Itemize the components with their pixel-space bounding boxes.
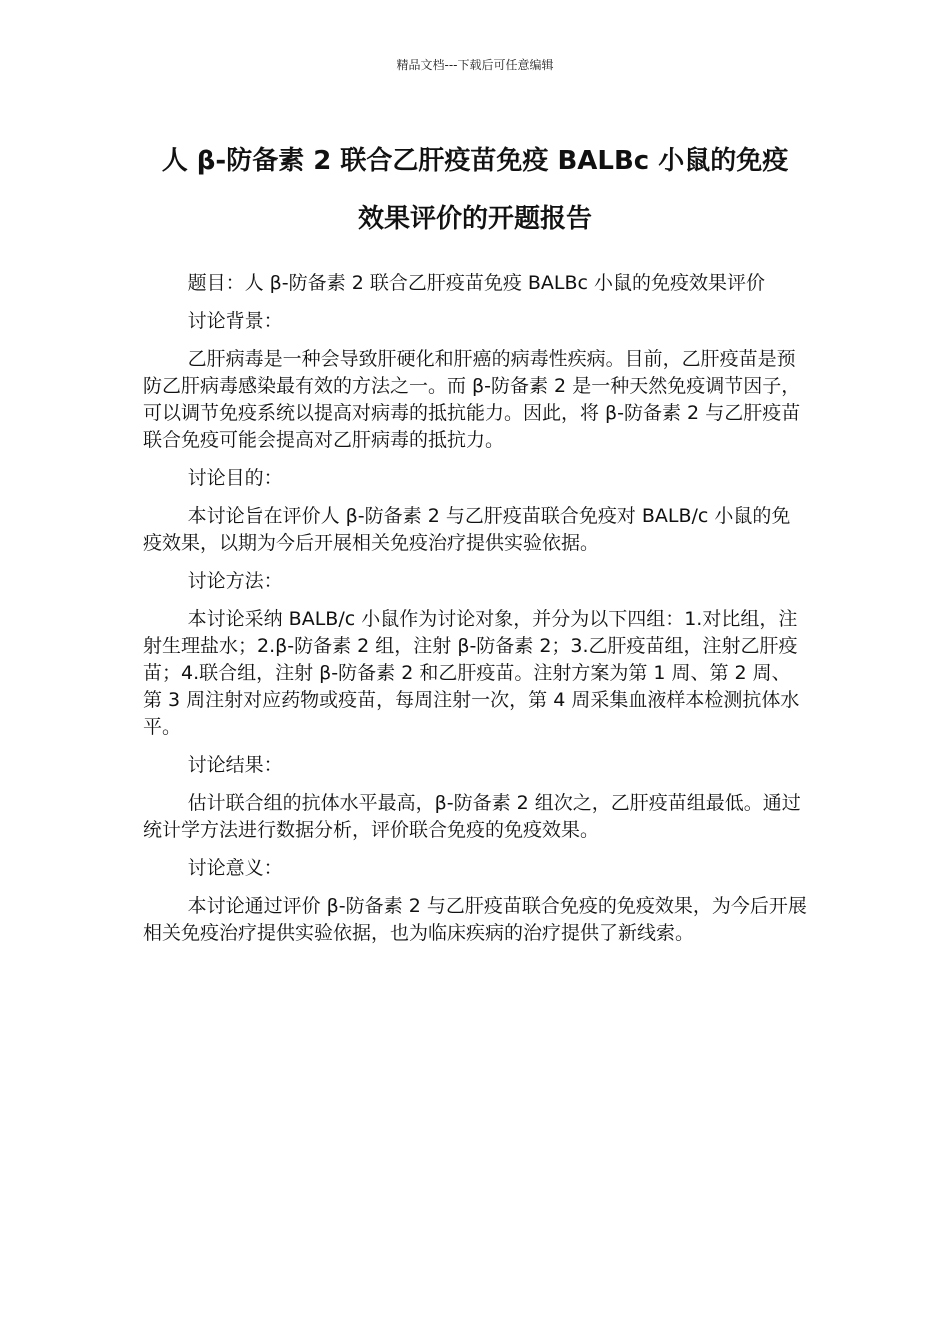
result-heading: 讨论结果： [187, 754, 283, 776]
significance-heading: 讨论意义： [187, 857, 283, 879]
page-header: 精品文档---下载后可任意编辑 [396, 58, 554, 72]
method-heading: 讨论方法： [187, 570, 283, 592]
document-body [143, 270, 807, 958]
background-heading: 讨论背景： [187, 310, 283, 332]
title-line-2: 效果评价的开题报告 [357, 204, 592, 234]
title-line-1: 人 β-防备素 2 联合乙肝疫苗免疫 BALBc 小鼠的免疫 [161, 146, 789, 176]
purpose-paragraph: 本讨论旨在评价人 β-防备素 2 与乙肝疫苗联合免疫对 BALB/c 小鼠的免疫效果，以期为今后开展相关免疫治疗提供实验依据。 [143, 505, 791, 554]
background-paragraph: 乙肝病毒是一种会导致肝硬化和肝癌的病毒性疾病。目前，乙肝疫苗是预防乙肝病毒感染最有效的方法之一。而 β-防备素 2 是一种天然免疫调节因子，可以调节免疫系统以提高对病毒的抵抗能力。因此，将 β-防备素 2 与乙肝疫苗联合免疫可能会提高对乙肝病毒的抵抗力。 [143, 348, 801, 451]
significance-paragraph: 本讨论通过评价 β-防备素 2 与乙肝疫苗联合免疫的免疫效果，为今后开展相关免疫治疗提供实验依据，也为临床疾病的治疗提供了新线索。 [143, 895, 807, 944]
result-paragraph: 估计联合组的抗体水平最高，β-防备素 2 组次之，乙肝疫苗组最低。通过统计学方法进行数据分析，评价联合免疫的免疫效果。 [143, 792, 801, 841]
method-paragraph: 本讨论采纳 BALB/c 小鼠作为讨论对象，并分为以下四组：1.对比组，注射生理盐水；2.β-防备素 2 组，注射 β-防备素 2；3.乙肝疫苗组，注射乙肝疫苗；4.联合组，注射 β-防备素 2 和乙肝疫苗。注射方案为第 1 周、第 2 周、第 3 周注射对应药物或疫苗，每周注射一次，第 4 周采集血液样本检测抗体水平。 [143, 608, 800, 738]
purpose-heading: 讨论目的： [187, 467, 283, 489]
topic-paragraph: 题目：人 β-防备素 2 联合乙肝疫苗免疫 BALBc 小鼠的免疫效果评价 [187, 272, 766, 294]
document-title [130, 132, 820, 248]
